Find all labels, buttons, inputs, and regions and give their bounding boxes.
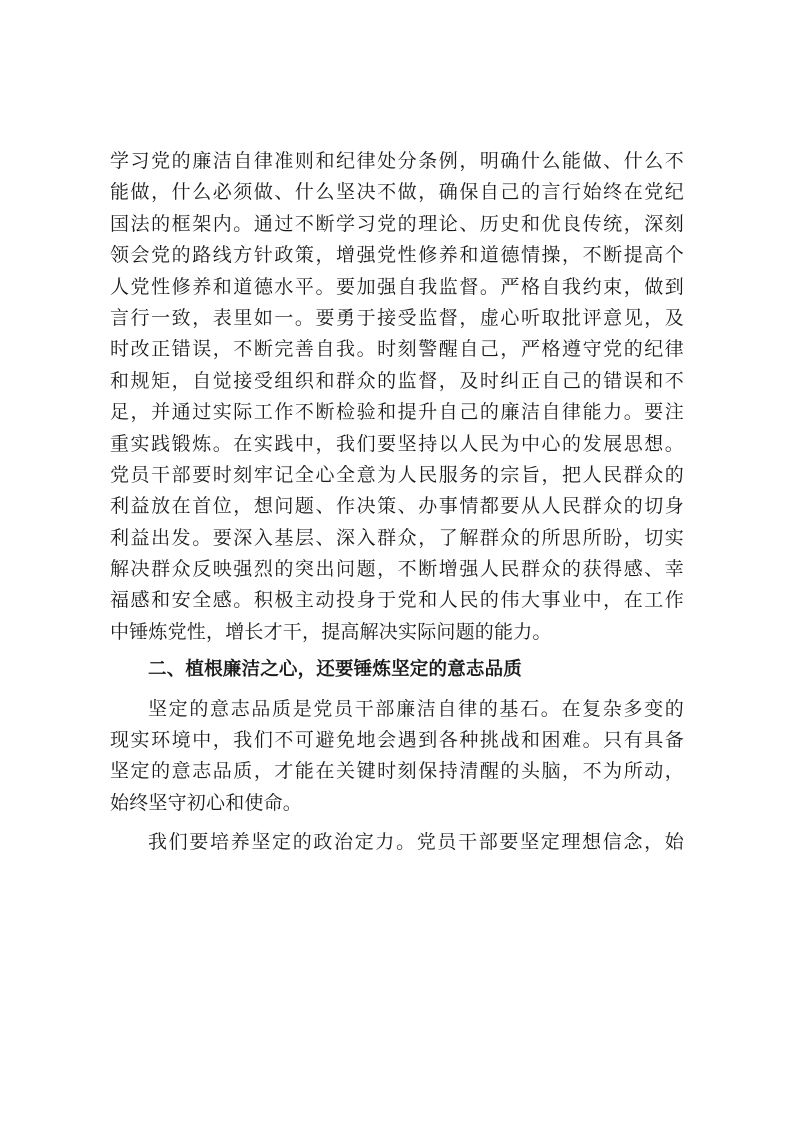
text-line: 时改正错误，不断完善自我。时刻警醒自己，严格遵守党的纪律 — [110, 338, 684, 361]
text-line: 始终坚守初心和使命。 — [110, 791, 303, 814]
text-line: 重实践锻炼。在实践中，我们要坚持以人民为中心的发展思想。 — [110, 432, 684, 455]
paragraph-1 — [110, 146, 684, 648]
text-line: 党员干部要时刻牢记全心全意为人民服务的宗旨，把人民群众的 — [110, 463, 684, 486]
text-line: 解决群众反映强烈的突出问题，不断增强人民群众的获得感、幸 — [110, 558, 684, 581]
text-line: 领会党的路线方针政策，增强党性修养和道德情操，不断提高个 — [110, 244, 684, 267]
text-line: 利益出发。要深入基层、深入群众，了解群众的所思所盼，切实 — [110, 526, 684, 549]
text-line: 人党性修养和道德水平。要加强自我监督。严格自我约束，做到 — [110, 275, 684, 298]
paragraph-2 — [110, 694, 684, 820]
text-line: 言行一致，表里如一。要勇于接受监督，虚心听取批评意见，及 — [110, 306, 684, 329]
text-line: 我们要培养坚定的政治定力。党员干部要坚定理想信念，始 — [148, 831, 684, 854]
text-line: 国法的框架内。通过不断学习党的理论、历史和优良传统，深刻 — [110, 212, 684, 235]
text-line: 福感和安全感。积极主动投身于党和人民的伟大事业中，在工作 — [110, 589, 684, 612]
text-line: 利益放在首位，想问题、作决策、办事情都要从人民群众的切身 — [110, 495, 684, 518]
text-line: 中锤炼党性，增长才干，提高解决实际问题的能力。 — [110, 620, 552, 643]
document-body — [110, 146, 684, 859]
text-line: 坚定的意志品质是党员干部廉洁自律的基石。在复杂多变的 — [148, 697, 684, 720]
text-line: 坚定的意志品质，才能在关键时刻保持清醒的头脑，不为所动， — [110, 760, 684, 783]
text-line: 现实环境中，我们不可避免地会遇到各种挑战和困难。只有具备 — [110, 729, 684, 752]
text-line: 学习党的廉洁自律准则和纪律处分条例，明确什么能做、什么不 — [110, 150, 684, 172]
text-line: 和规矩，自觉接受组织和群众的监督，及时纠正自己的错误和不 — [110, 369, 684, 392]
text-line: 能做，什么必须做、什么坚决不做，确保自己的言行始终在党纪 — [110, 181, 684, 204]
section-heading: 二、植根廉洁之心，还要锤炼坚定的意志品质 — [148, 659, 523, 681]
paragraph-3 — [110, 827, 684, 858]
text-line: 足，并通过实际工作不断检验和提升自己的廉洁自律能力。要注 — [110, 401, 684, 424]
